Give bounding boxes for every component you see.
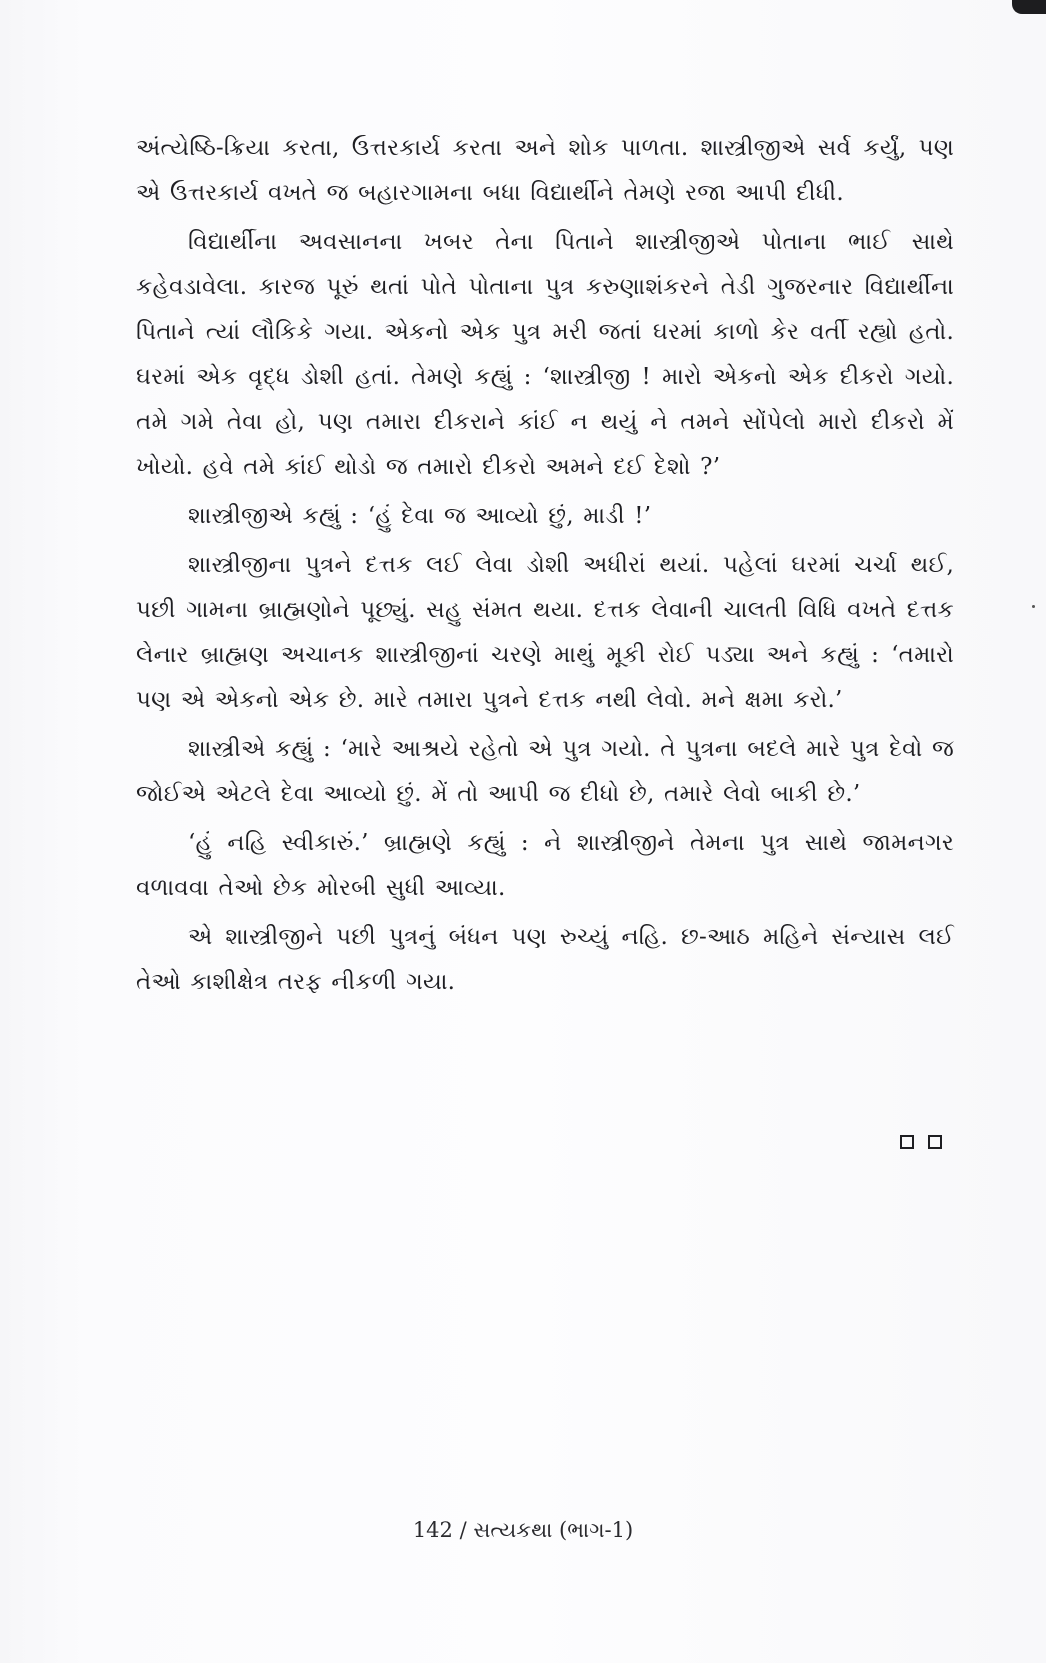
page-edge-mark: [1012, 0, 1046, 14]
paragraph-7: એ શાસ્ત્રીજીને પછી પુત્રનું બંધન પણ રુચ્યું નહિ. છ-આઠ મહિને સંન્યાસ લઈ તેઓ કાશીક્ષેત્ર તરફ નીકળી ગયા.: [136, 924, 954, 995]
end-square-icon: [928, 1135, 942, 1149]
body-text: [136, 126, 954, 1009]
paper-speck: [1032, 605, 1035, 608]
paragraph-5: શાસ્ત્રીએ કહ્યું : ‘મારે આશ્રયે રહેતો એ પુત્ર ગયો. તે પુત્રના બદલે મારે પુત્ર દેવો જ જોઈએ એટલે દેવા આવ્યો છું. મેં તો આપી જ દીધો છે, તમારે લેવો બાકી છે.’: [136, 736, 954, 807]
page-footer: 142 / સત્યકથા (ભાગ-1): [412, 1518, 634, 1542]
paragraph-3: શાસ્ત્રીજીએ કહ્યું : ‘હું દેવા જ આવ્યો છું, માડી !’: [188, 503, 652, 529]
paragraph-2: વિદ્યાર્થીના અવસાનના ખબર તેના પિતાને શાસ્ત્રીજીએ પોતાના ભાઈ સાથે કહેવડાવેલા. કારજ પૂરું થતાં પોતે પોતાના પુત્ર કરુણાશંકરને તેડી ગુજરનાર વિદ્યાર્થીના પિતાને ત્યાં લૌકિકે ગયા. એકનો એક પુત્ર મરી જતાં ઘરમાં કાળો કેર વર્તી રહ્યો હતો. ઘરમાં એક વૃદ્ધ ડોશી હતાં. તેમણે કહ્યું : ‘શાસ્ત્રીજી ! મારો એકનો એક દીકરો ગયો. તમે ગમે તેવા હો, પણ તમારા દીકરાને કાંઈ ન થયું ને તમને સોંપેલો મારો દીકરો મેં ખોયો. હવે તમે કાંઈ થોડો જ તમારો દીકરો અમને દઈ દેશો ?’: [136, 229, 954, 480]
paragraph-1: અંત્યેષ્ઠિ-ક્રિયા કરતા, ઉત્તરકાર્ય કરતા અને શોક પાળતા. શાસ્ત્રીજીએ સર્વ કર્યું, પણ એ ઉત્તરકાર્ય વખતે જ બહારગામના બધા વિદ્યાર્થીને તેમણે રજા આપી દીધી.: [136, 135, 954, 206]
section-end-marks: [900, 1135, 942, 1149]
paragraph-4: શાસ્ત્રીજીના પુત્રને દત્તક લઈ લેવા ડોશી અધીરાં થયાં. પહેલાં ઘરમાં ચર્ચા થઈ, પછી ગામના બ્રાહ્મણોને પૂછ્યું. સહુ સંમત થયા. દત્તક લેવાની ચાલતી વિધિ વખતે દત્તક લેનાર બ્રાહ્મણ અચાનક શાસ્ત્રીજીનાં ચરણે માથું મૂકી રોઈ પડ્યા અને કહ્યું : ‘તમારો પણ એ એકનો એક છે. મારે તમારા પુત્રને દત્તક નથી લેવો. મને ક્ષમા કરો.’: [136, 552, 954, 713]
end-square-icon: [900, 1135, 914, 1149]
paragraph-6: ‘હું નહિ સ્વીકારું.’ બ્રાહ્મણે કહ્યું : ને શાસ્ત્રીજીને તેમના પુત્ર સાથે જામનગર વળાવવા તેઓ છેક મોરબી સુધી આવ્યા.: [136, 830, 954, 901]
